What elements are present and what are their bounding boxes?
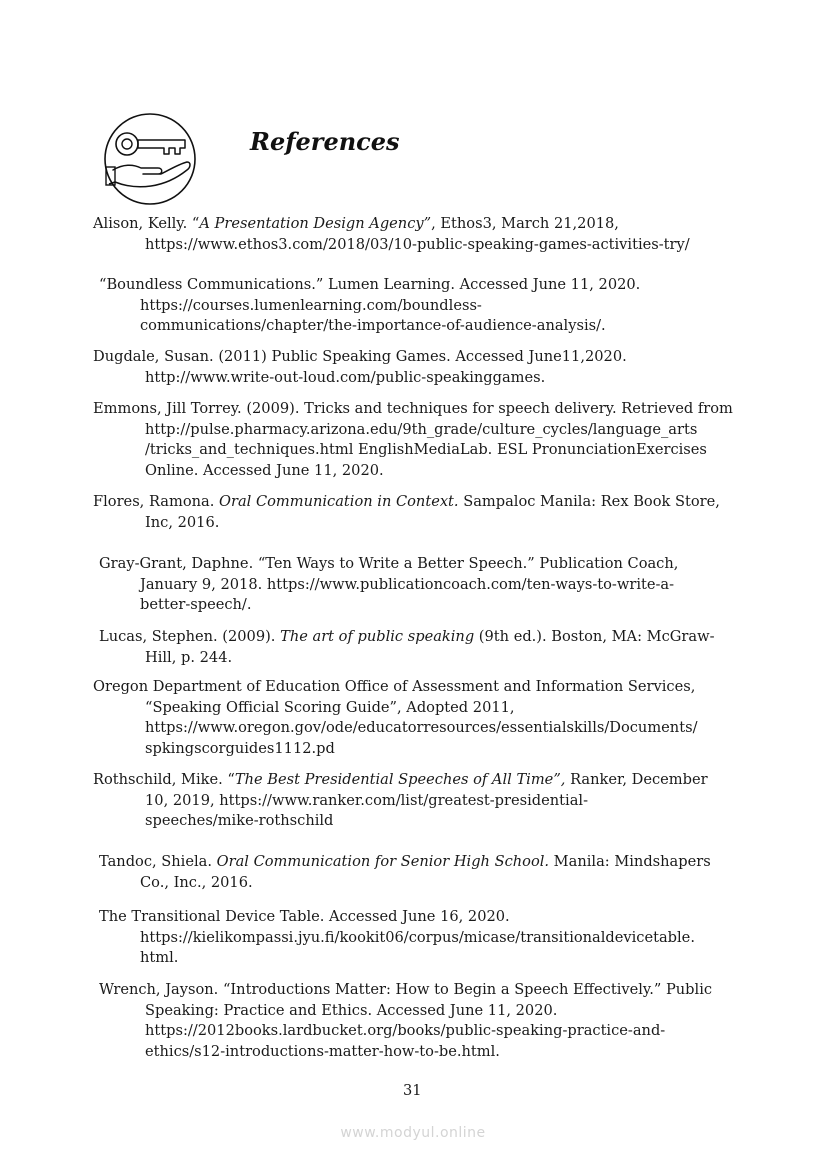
reference-entry: Wrench, Jayson. “Introductions Matter: How to Begin a Speech Effectively.” Public Speaking: Practice and Ethics. Accessed June 11, 2020. https://2012books.lardbucket.org/books/public-speaking-practice-and- ethics/s12-introductions-matter-how-to-be.html. (99, 981, 713, 1060)
page-number: 31 (403, 1082, 422, 1099)
reference-entry: Oregon Department of Education Office of Assessment and Information Services, “Speaking Official Scoring Guide”, Adopted 2011, https://www.oregon.gov/ode/educatorresources/essentialskills/Documents/ spkingscorguides1112.pd (93, 678, 698, 757)
reference-entry: Gray-Grant, Daphne. “Ten Ways to Write a Better Speech.” Publication Coach, January 9, 2018. https://www.publicationcoach.com/ten-ways-to-write-a- better-speech/. (99, 555, 679, 613)
reference-entry: Dugdale, Susan. (2011) Public Speaking Games. Accessed June11,2020. http://www.write-out-loud.com/public-speakinggames. (93, 348, 627, 386)
reference-entry: Tandoc, Shiela. Oral Communication for Senior High School. Manila: Mindshapers Co., Inc., 2016. (99, 853, 711, 891)
reference-entry: The Transitional Device Table. Accessed June 16, 2020. https://kielikompassi.jyu.fi/kookit06/corpus/micase/transitionaldevicetable. html. (99, 908, 695, 966)
page-title: References (250, 127, 400, 156)
reference-entry: Emmons, Jill Torrey. (2009). Tricks and techniques for speech delivery. Retrieved from http://pulse.pharmacy.arizona.edu/9th_grade/culture_cycles/language_arts /tricks_and_techniques.html EnglishMediaLab. ESL PronunciationExercises Online. Accessed June 11, 2020. (93, 400, 733, 479)
watermark: www.modyul.online (340, 1125, 486, 1141)
reference-entry: Rothschild, Mike. “The Best Presidential Speeches of All Time”, Ranker, December 10, 2019, https://www.ranker.com/list/greatest-presidential- speeches/mike-rothschild (93, 771, 708, 829)
key-in-hand-icon (103, 112, 197, 206)
reference-entry: Alison, Kelly. “A Presentation Design Agency”, Ethos3, March 21,2018, https://www.ethos3.com/2018/03/10-public-speaking-games-activities-try/ (93, 215, 690, 253)
reference-entry: “Boundless Communications.” Lumen Learning. Accessed June 11, 2020. https://courses.lumenlearning.com/boundless- communications/chapter/the-importance-of-audience-analysis/. (99, 276, 641, 334)
reference-entry: Lucas, Stephen. (2009). The art of public speaking (9th ed.). Boston, MA: McGraw- Hill, p. 244. (99, 628, 715, 666)
reference-entry: Flores, Ramona. Oral Communication in Context. Sampaloc Manila: Rex Book Store, Inc, 2016. (93, 493, 720, 531)
